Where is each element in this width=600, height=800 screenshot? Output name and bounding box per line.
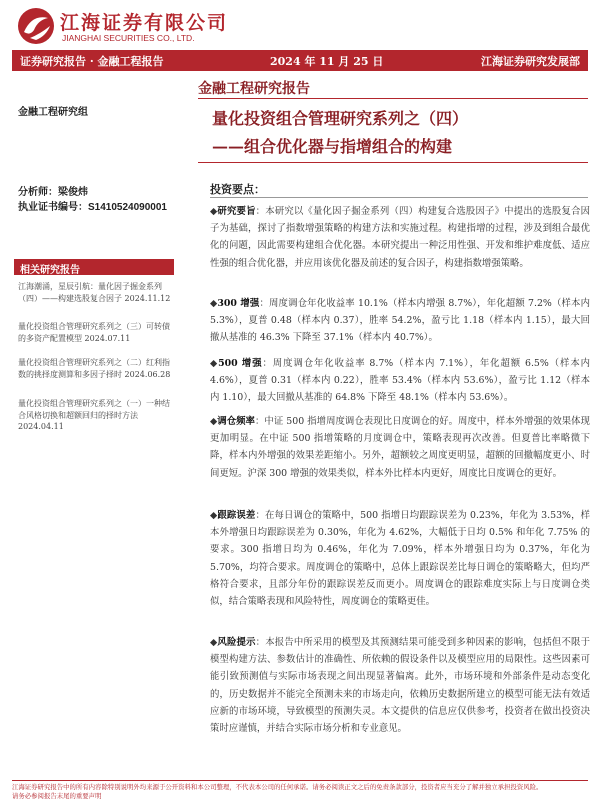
- related-report-item[interactable]: 量化投资组合管理研究系列之（一）一种结合风格切换和超额回归的择时方法 2024.04.11: [18, 399, 170, 431]
- analyst-name: 梁俊炜: [58, 187, 88, 198]
- key-point-text: ：周度调仓年化收益率 8.7%（样本内 7.1%），年化超额 6.5%（样本内 4.6%），夏普 0.31（样本内 0.22），胜率 53.4%（样本内 53.6%），盈亏比 1.12（样本内 1.10），最大回撤从基准的 64.8% 下降至 48.1%（样本内 53.6%）。: [210, 358, 590, 404]
- header-date: 2024 年 11 月 25 日: [270, 55, 384, 68]
- key-point-500-enhanced: ◆500 增强：周度调仓年化收益率 8.7%（样本内 7.1%），年化超额 6.5%（样本内 4.6%），夏普 0.31（样本内 0.22），胜率 53.4%（样本内 53.6%），盈亏比 1.12（样本内 1.10），最大回撤从基准的 64.8% 下降至 48.1%（样本内 53.6%）。: [210, 358, 590, 404]
- key-point-label: 跟踪误差: [217, 510, 256, 521]
- company-logo-icon: [16, 6, 56, 46]
- report-title: 量化投资组合管理研究系列之（四）: [212, 109, 469, 128]
- key-point-label: 500 增强: [218, 358, 263, 369]
- research-team: 金融工程研究组: [18, 107, 88, 118]
- title-divider: [198, 98, 588, 99]
- related-reports-heading: 相关研究报告: [14, 259, 174, 275]
- license: [18, 198, 167, 213]
- company-logo: [16, 6, 229, 46]
- key-point-label: 研究要旨: [217, 206, 256, 217]
- key-point-tracking-error: ◆跟踪误差：在每日调仓的策略中，500 指增日均跟踪误差为 0.23%，年化为 3.53%，样本外增强日均跟踪误差为 0.30%，年化为 4.62%，大幅低于日均 0.5% 和年化 7.75% 的要求。300 指增日均为 0.46%，年化为 7.09%，样本外增强日均为 0.37%，年化为 5.70%，均符合要求。周度调仓的策略中，总体上跟踪误差比每日调仓的策略略大，但均严格符合要求，且部分年份的跟踪误差反而更小。周度调仓的跟踪难度实际上与日度调仓类似，结合策略表现和风险特性，周度调仓的策略更佳。: [210, 510, 590, 608]
- key-point-300-enhanced: ◆300 增强：周度调仓年化收益率 10.1%（样本内增强 8.7%），年化超额 7.2%（样本内 5.3%），夏普 0.48（样本内 0.37），胜率 54.2%，盈亏比 1.18（样本内 1.15），最大回撤从基准的 46.3% 下降至 37.1%（样本内 40.7%）。: [210, 298, 590, 344]
- key-point-text: ：在每日调仓的策略中，500 指增日均跟踪误差为 0.23%，年化为 3.53%，样本外增强日均跟踪误差为 0.30%，年化为 4.62%，大幅低于日均 0.5% 和年化 7.75% 的要求。300 指增日均为 0.46%，年化为 7.09%，样本外增强日均为 0.37%，年化为 5.70%，均符合要求。周度调仓的策略中，总体上跟踪误差比每日调仓的策略略大，但均严格符合要求，且部分年份的跟踪误差反而更小。周度调仓的跟踪难度实际上与日度调仓类似，结合策略表现和风险特性，周度调仓的策略更佳。: [210, 510, 590, 608]
- key-point-label: 调仓频率: [217, 416, 255, 427]
- company-name-en: JIANGHAI SECURITIES CO., LTD.: [62, 33, 195, 43]
- header-category: 证券研究报告 · 金融工程报告: [20, 55, 164, 68]
- key-point-label: 300 增强: [217, 298, 260, 309]
- key-point-text: ：周度调仓年化收益率 10.1%（样本内增强 8.7%），年化超额 7.2%（样本内 5.3%），夏普 0.48（样本内 0.37），胜率 54.2%，盈亏比 1.18（样本内 1.15），最大回撤从基准的 46.3% 下降至 37.1%（样本内 40.7%）。: [210, 298, 590, 344]
- key-points-divider: [210, 197, 588, 198]
- report-subtitle: ——组合优化器与指增组合的构建: [212, 137, 453, 156]
- title-divider-bottom: [198, 162, 588, 163]
- key-point-rebalance-frequency: ◆调仓频率：中证 500 指增周度调仓表现比日度调仓的好。周度中，样本外增强的效果体现更加明显。在中证 500 指增策略的月度调仓中，策略表现再次改善。但夏普比率略微下降，样本内外增强的效果差距缩小。另外，超额较之周度更明显，超额的回撤幅度更小、时间更短。沪深 300 增强的效果类似，样本外比样本内更好，周度比日度调仓的更好。: [210, 416, 590, 479]
- related-report-item[interactable]: 量化投资组合管理研究系列之（三）可转债的多资产配置模型 2024.07.11: [18, 322, 170, 343]
- key-point-text: ：本报告中所采用的模型及其预测结果可能受到多种因素的影响，包括但不限于模型构建方法、参数估计的准确性、所依赖的假设条件以及模型应用的局限性。这些因素可能引致预测值与实际市场表现之间出现显著偏离。此外，市场环境和外部条件是动态变化的，历史数据并不能完全预测未来的市场走向，依赖历史数据所建立的模型可能无法有效适应新的市场环境，导致模型的预测失灵。本文提供的信息应仅供参考，投资者在做出投资决策时应谨慎，并结合实际市场分析和专业意见。: [210, 637, 590, 735]
- company-name-cn: 江海证券有限公司: [60, 12, 229, 34]
- key-point-text: ：本研究以《量化因子掘金系列（四）构建复合选股因子》中提出的选股复合因子为基础，探讨了指数增强策略的构建方法和实施过程。构建指增的过程，涉及到组合最优化的问题，因此需要构建组合优化器。本研究提出一种泛用性强、开发和维护难度低、适应性强的组合优化器，并应用该优化器及前述的复合因子，构建指数增强策略。: [210, 206, 590, 269]
- key-point-research-summary: ◆研究要旨：本研究以《量化因子掘金系列（四）构建复合选股因子》中提出的选股复合因子为基础，探讨了指数增强策略的构建方法和实施过程。构建指增的过程，涉及到组合最优化的问题，因此需要构建组合优化器。本研究提出一种泛用性强、开发和维护难度低、适应性强的组合优化器，并应用该优化器及前述的复合因子，构建指数增强策略。: [210, 206, 590, 269]
- footer-line: 江海证券研究报告中的所有内容除特别说明外均来源于公开资料和本公司整理，不代表本公司的任何承诺。请务必阅读正文之后的免责条款部分，投资者应当充分了解并独立承担投资风险。: [12, 783, 543, 791]
- footer-disclaimer: [12, 783, 588, 800]
- license-label: 执业证书编号：: [18, 202, 88, 213]
- key-point-risk-warning: ◆风险提示：本报告中所采用的模型及其预测结果可能受到多种因素的影响，包括但不限于模型构建方法、参数估计的准确性、所依赖的假设条件以及模型应用的局限性。这些因素可能引致预测值与实际市场表现之间出现显著偏离。此外，市场环境和外部条件是动态变化的，历史数据并不能完全预测未来的市场走向，依赖历史数据所建立的模型可能无法有效适应新的市场环境，导致模型的预测失灵。本文提供的信息应仅供参考，投资者在做出投资决策时应谨慎，并结合实际市场分析和专业意见。: [210, 637, 590, 735]
- key-point-text: ：中证 500 指增周度调仓表现比日度调仓的好。周度中，样本外增强的效果体现更加明显。在中证 500 指增策略的月度调仓中，策略表现再次改善。但夏普比率略微下降，样本内外增强的效果差距缩小。另外，超额较之周度更明显，超额的回撤幅度更小、时间更短。沪深 300 增强的效果类似，样本外比样本内更好，周度比日度调仓的更好。: [210, 416, 590, 479]
- key-point-label: 风险提示: [217, 637, 256, 648]
- related-report-item[interactable]: 江海潮涌，星辰引航：量化因子掘金系列（四）——构建选股复合因子 2024.11.12: [18, 282, 171, 303]
- header-bar: [12, 50, 588, 71]
- license-value: S1410524090001: [88, 202, 167, 213]
- footer-line: 请务必参阅报告末尾的重要声明: [12, 791, 102, 800]
- key-points-title: 投资要点：: [210, 183, 265, 196]
- header-department: 江海证券研究发展部: [481, 55, 580, 68]
- analyst-label: 分析师：: [18, 187, 58, 198]
- footer-divider: [12, 780, 588, 781]
- analyst: [18, 183, 88, 198]
- related-report-item[interactable]: 量化投资组合管理研究系列之（二）红利指数的挑择度测算和多因子择时 2024.06.28: [18, 358, 171, 379]
- report-type: 金融工程研究报告: [198, 81, 310, 97]
